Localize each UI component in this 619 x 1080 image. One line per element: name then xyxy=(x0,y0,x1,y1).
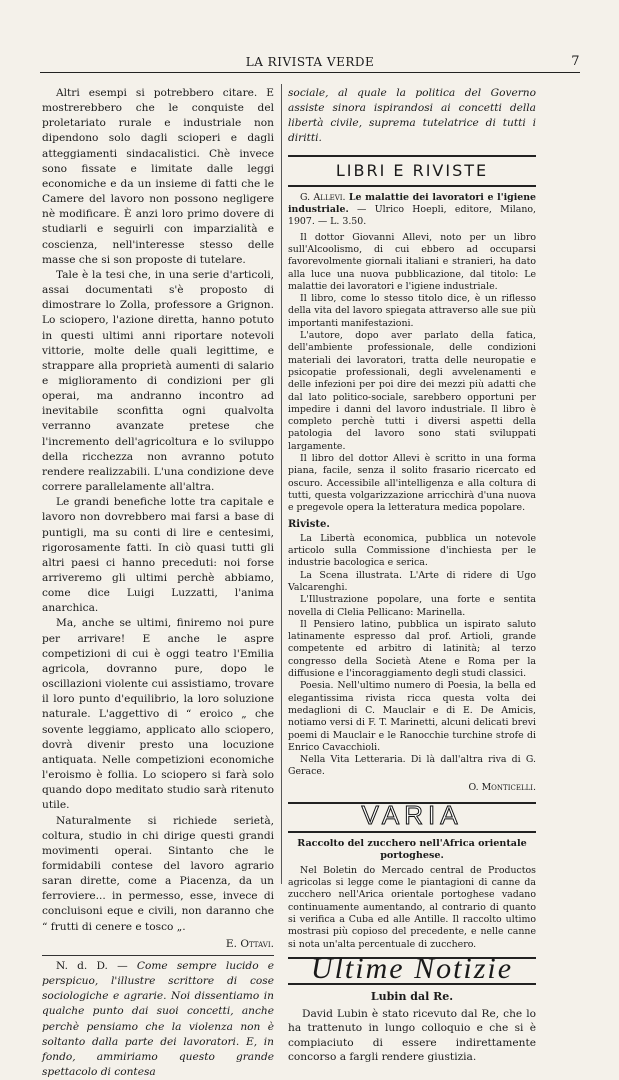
page-header xyxy=(40,52,580,73)
editor-note-lead: N. d. D. — xyxy=(56,959,137,972)
paragraph: Altri esempi si potrebbero citare. E mostrerebbero che le conquiste del proletariato rurale e industriale non dipendono solo dagli scioperi e dagli atteggiamenti sindacalistici. Chè invece sono fissate e limitate dalle leggi economiche e da un insieme di fatti che le Camere del lavoro non possono negligere nè modificare. È anzi loro primo dovere di studiarli e seguirli con imparzialità e coscienza, nell'interesse stesso delle masse che si son proposte di tutelare. xyxy=(42,87,274,266)
article-signature: E. Ottavi. xyxy=(225,937,274,950)
editor-note-text: Come sempre lucido e perspicuo, l'illustre scrittore di cose sociologiche e agrarie. Noi dissentiamo in qualche punto dai suoi concetti, anche perchè pensiamo che la violenza non è soltanto dalla parte dei lavoratori. E, in fondo, ammiriamo questo grande spettacolo di contesa xyxy=(42,959,275,1078)
libri-title: LIBRI E RIVISTE xyxy=(335,160,489,180)
continuation-text: sociale, al quale la politica del Governo assiste sinora ispirandosi ai concetti della libertà civile, suprema tutelatrice di tutti i diritti. xyxy=(288,87,536,145)
riviste-signature: O. Monticelli. xyxy=(468,781,536,793)
right-column xyxy=(288,86,536,1065)
rivista-item: Il Pensiero latino, pubblica un ispirato saluto latinamente espresso dal prof. Artioli, grande competente ed arbitro di latinità; al terzo congresso della Società Atene e Roma per la diffusione e l'incoraggiamento degli studi classici. xyxy=(288,618,536,680)
page-number: 7 xyxy=(571,54,580,69)
review-paragraph: Il libro del dottor Allevi è scritto in una forma piana, facile, senza il solito frasario ricercato ed oscuro. Accessibile all'intelligenza e alla coltura di tutti, questa volgarizzazione arricchirà d'una nuova e pregevole opera la letteratura medica popolare. xyxy=(288,453,536,514)
paragraph: Le grandi benefiche lotte tra capitale e lavoro non dovrebbero mai farsi a base di puntigli, ma su conti di lire e centesimi, rigorosamente fatti. In ciò quasi tutti gli altri paesi ci hanno preceduti: noi forse arriveremo gli ultimi perchè abbiamo, come dice Luigi Luzzatti, l'anima anarchica. xyxy=(42,496,274,615)
paragraph: Ma, anche se ultimi, finiremo noi pure per arrivare! E anche le aspre competizioni di cui è oggi teatro l'Emilia agricola, dovranno pure, dopo le oscillazioni violente cui assistiamo, trovare il loro punto d'equilibrio, la loro soluzione naturale. L'aggettivo di “ eroico „ che sovente leggiamo, applicato allo sciopero, dovrà divenir presto una locuzione antiquata. Nelle competizioni economiche l'eroismo è follia. Lo sciopero si farà solo quando dopo meditato studio sarà ritenuto utile. xyxy=(42,617,274,812)
paragraph: Tale è la tesi che, in una serie d'articoli, assai documentati s'è proposto di dimostrare lo Zolla, professore a Grignon. Lo sciopero, l'azione diretta, hanno potuto in questi ultimi anni riportare notevoli vittorie, molte delle quali legittime, e strappare alla proprietà aumenti di salario e miglioramento di condizioni per gli operai, ma andranno incontro ad inevitabile sconfitta ogni qualvolta verranno avanzate pretese che l'incremento dell'agricoltura e lo sviluppo della ricchezza non avranno potuto rendere realizzabili. L'una condizione deve correre parallelamente all'altra. xyxy=(42,268,274,494)
libri-section xyxy=(288,192,536,794)
column-divider xyxy=(281,84,282,884)
libri-section-header xyxy=(288,155,536,187)
rivista-item: L'Illustrazione popolare, una forte e sentita novella di Clelia Pellicano: Marinella. xyxy=(288,594,536,618)
editor-note xyxy=(42,959,274,1080)
review-book-title: Le malattie dei lavoratori e l'igiene industriale. xyxy=(288,191,537,216)
left-column xyxy=(42,86,274,1080)
review-paragraph: Il libro, come lo stesso titolo dice, è un riflesso della vita del lavoro spiegata attraverso alle sue più importanti manifestazioni. xyxy=(288,293,536,329)
review-publisher: — Ulrico Hoepli, editore, Milano, 1907. — L. 3.50. xyxy=(288,204,537,228)
varia-section-header xyxy=(288,802,536,833)
ultime-title: Ultime Notizie xyxy=(310,951,514,985)
review-paragraph: L'autore, dopo aver parlato della fatica, dell'ambiente professionale, delle condizioni materiali dei lavoratori, tratta delle neuropatie e psicopatie professionali, degli avvelenamenti e delle infezioni per poi dire dei mezzi più adatti che dal lato politico-sociale, sarebbero opportuni per impedire i danni del lavoro industriale. Il libro è completo perchè tutti i diversi aspetti della patologia del lavoro sono stati sviluppati largamente. xyxy=(288,330,536,452)
riviste-heading: Riviste. xyxy=(288,518,330,530)
rivista-item: La Scena illustrata. L'Arte di ridere di Ugo Valcarenghi. xyxy=(288,569,536,593)
ultime-subtitle: Lubin dal Re. xyxy=(370,990,454,1004)
ultime-section xyxy=(288,990,536,1065)
review-paragraph: Il dottor Giovanni Allevi, noto per un libro sull'Alcoolismo, di cui ebbero ad occuparsi favorevolmente giornali italiani e stranieri, ha dato alla luce una nuova pubblicazione, dal titolo: Le malattie dei lavoratori e l'igiene industriale. xyxy=(288,231,536,292)
rivista-item: La Libertà economica, pubblica un notevole articolo sulla Commissione d'inchiesta per le industrie bacologica e serica. xyxy=(288,532,536,569)
journal-title: LA RIVISTA VERDE xyxy=(245,55,375,69)
ultime-section-header xyxy=(288,951,536,985)
review-author: G. Allevi. xyxy=(300,191,346,203)
varia-subtitle: Raccolto del zucchero nell'Africa orientale portoghese. xyxy=(297,838,527,862)
varia-section xyxy=(288,838,536,951)
ultime-text: David Lubin è stato ricevuto dal Re, che lo ha trattenuto in lungo colloquio e che si è compiaciuto di essere indirettamente concorso a fargli rendere giustizia. xyxy=(288,1007,536,1064)
paragraph: Naturalmente si richiede serietà, coltura, studio in chi dirige questi grandi movimenti operai. Sintanto che le formidabili contese del lavoro agrario saran dirette, come a Piacenza, da un ferroviere... in permesso, esse, invece di concluisoni eque e civili, non daranno che “ frutti di cenere e tosco „. xyxy=(42,814,274,933)
rivista-item: Nella Vita Letteraria. Di là dall'altra riva di G. Gerace. xyxy=(288,754,536,778)
varia-title: VARIA xyxy=(361,800,463,831)
rivista-item: Poesia. Nell'ultimo numero di Poesia, la bella ed elegantissima rivista ricca questa volta dei medaglioni di C. Mauclair e di E. De Amicis, notiamo versi di F. T. Marinetti, alcuni delicati brevi poemi di Mauclair e le Ranocchie turchine strofe di Enrico Cavacchioli. xyxy=(288,680,536,753)
separator xyxy=(42,955,274,956)
varia-text: Nel Boletin do Mercado central de Productos agricolas si legge come le piantagioni di canne da zucchero nell'Arica orientale portoghese vadano continuamente aumentando, al contrario di quanto si verifica a Cuba ed alle Antille. Il raccolto ultimo mostrasi più copioso del precedente, e nelle canne si nota un'alta percentuale di zucchero. xyxy=(288,864,536,950)
review-heading xyxy=(288,192,536,229)
